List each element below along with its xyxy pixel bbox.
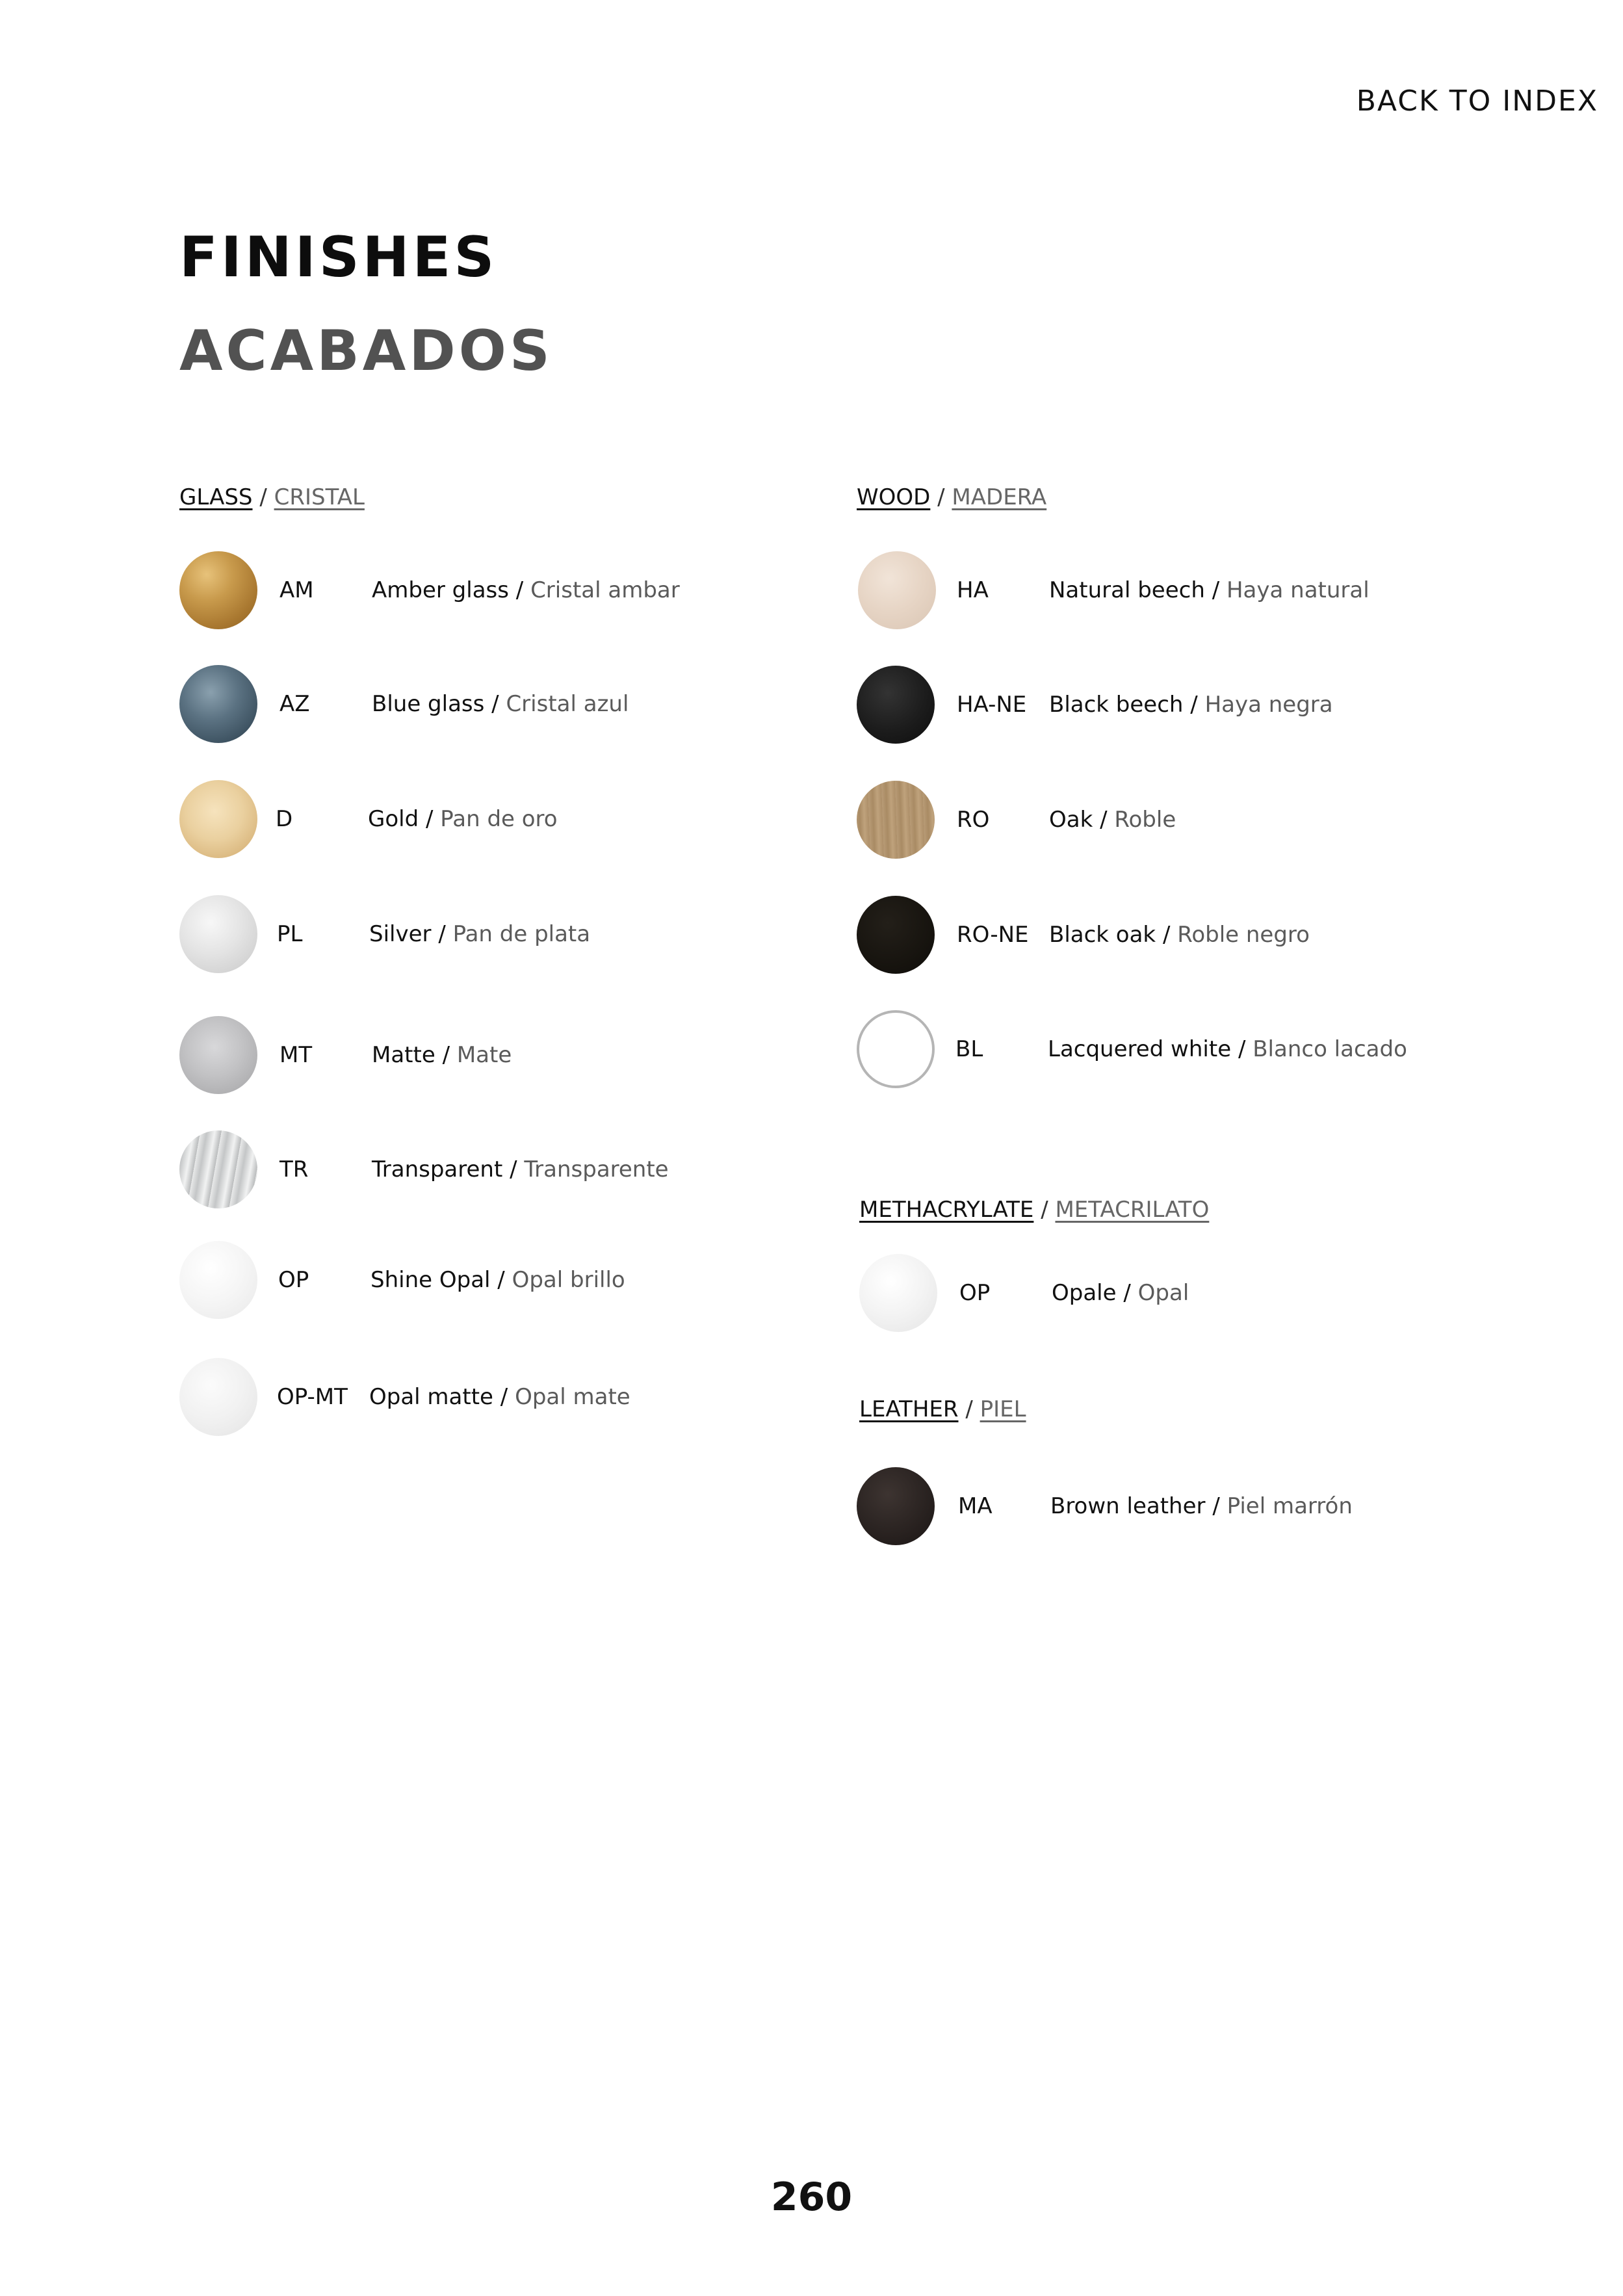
finish-code: MA: [958, 1493, 993, 1519]
finish-name: Lacquered white / Blanco lacado: [1048, 1036, 1407, 1062]
finish-item: [179, 895, 829, 973]
transparent-swatch: [179, 1130, 257, 1208]
finish-item: [857, 896, 1507, 974]
finish-code: OP-MT: [277, 1384, 348, 1410]
section-title-en: METHACRYLATE: [859, 1197, 1034, 1223]
finish-item: [179, 1358, 829, 1436]
finish-item: [857, 551, 1507, 629]
finish-name: Black oak / Roble negro: [1049, 922, 1310, 948]
finish-name: Brown leather / Piel marrón: [1050, 1493, 1353, 1519]
brown-leather-swatch: [857, 1467, 935, 1545]
finish-item: [857, 1467, 1507, 1545]
finish-code: AZ: [279, 691, 310, 717]
finish-item: [857, 781, 1507, 859]
section-separator: /: [259, 484, 267, 510]
silver-swatch: [179, 895, 257, 973]
amber-glass-swatch: [179, 551, 257, 629]
finish-name: Matte / Mate: [372, 1042, 512, 1068]
finish-code: MT: [279, 1042, 313, 1068]
finish-name: Natural beech / Haya natural: [1049, 577, 1370, 603]
page-number: 260: [770, 2174, 853, 2220]
finish-item: [179, 1241, 829, 1319]
finish-name: Opale / Opal: [1052, 1280, 1189, 1306]
section-title-en: LEATHER: [859, 1396, 959, 1422]
opal-matte-swatch: [179, 1358, 257, 1436]
section-title-es: MADERA: [952, 484, 1047, 510]
section-separator: /: [1041, 1197, 1048, 1223]
natural-beech-swatch: [858, 551, 936, 629]
gold-swatch: [179, 780, 257, 858]
section-heading-wood: [857, 481, 1507, 514]
finish-code: OP: [278, 1267, 309, 1293]
finish-code: HA: [957, 577, 989, 603]
page-subtitle: ACABADOS: [179, 319, 553, 384]
page-title: FINISHES: [179, 225, 498, 290]
finish-item: [179, 665, 829, 743]
finish-name: Blue glass / Cristal azul: [372, 691, 629, 717]
section-heading-leather: [859, 1393, 1507, 1426]
finish-code: TR: [279, 1156, 309, 1182]
black-oak-swatch: [857, 896, 935, 974]
finish-name: Oak / Roble: [1049, 807, 1176, 833]
finish-name: Gold / Pan de oro: [368, 806, 558, 832]
finish-name: Amber glass / Cristal ambar: [372, 577, 680, 603]
section-heading-glass: [179, 481, 829, 514]
section-title-es: METACRILATO: [1055, 1197, 1210, 1223]
section-title-es: CRISTAL: [274, 484, 365, 510]
finish-code: D: [276, 806, 293, 832]
finish-name: Transparent / Transparente: [372, 1156, 669, 1182]
finish-item: [179, 1130, 829, 1208]
finish-code: AM: [279, 577, 314, 603]
finish-code: PL: [277, 921, 303, 947]
section-title-en: GLASS: [179, 484, 253, 510]
oak-swatch: [857, 781, 935, 859]
section-separator: /: [965, 1396, 973, 1422]
glass-column: [179, 481, 829, 1436]
finish-item: [179, 1016, 829, 1094]
section-separator: /: [937, 484, 945, 510]
finish-name: Black beech / Haya negra: [1049, 692, 1333, 718]
black-beech-swatch: [857, 666, 935, 744]
finish-item: [857, 1254, 1507, 1332]
right-column: [857, 481, 1507, 1545]
finish-code: BL: [955, 1036, 983, 1062]
opale-swatch: [859, 1254, 937, 1332]
back-to-index-link[interactable]: BACK TO INDEX: [1356, 85, 1598, 118]
finish-code: RO-NE: [957, 922, 1029, 948]
shine-opal-swatch: [179, 1241, 257, 1319]
finish-item: [857, 666, 1507, 744]
finish-item: [179, 551, 829, 629]
section-heading-methacrylate: [859, 1194, 1507, 1226]
section-title-en: WOOD: [857, 484, 931, 510]
finish-name: Shine Opal / Opal brillo: [370, 1267, 625, 1293]
finish-name: Silver / Pan de plata: [369, 921, 591, 947]
finish-item: [857, 1010, 1507, 1088]
section-title-es: PIEL: [980, 1396, 1026, 1422]
blue-glass-swatch: [179, 665, 257, 743]
finish-code: OP: [959, 1280, 991, 1306]
finish-code: RO: [957, 807, 990, 833]
finish-code: HA-NE: [957, 692, 1027, 718]
lacquered-white-swatch: [857, 1010, 935, 1088]
matte-swatch: [179, 1016, 257, 1094]
finish-name: Opal matte / Opal mate: [369, 1384, 630, 1410]
finish-item: [179, 780, 829, 858]
